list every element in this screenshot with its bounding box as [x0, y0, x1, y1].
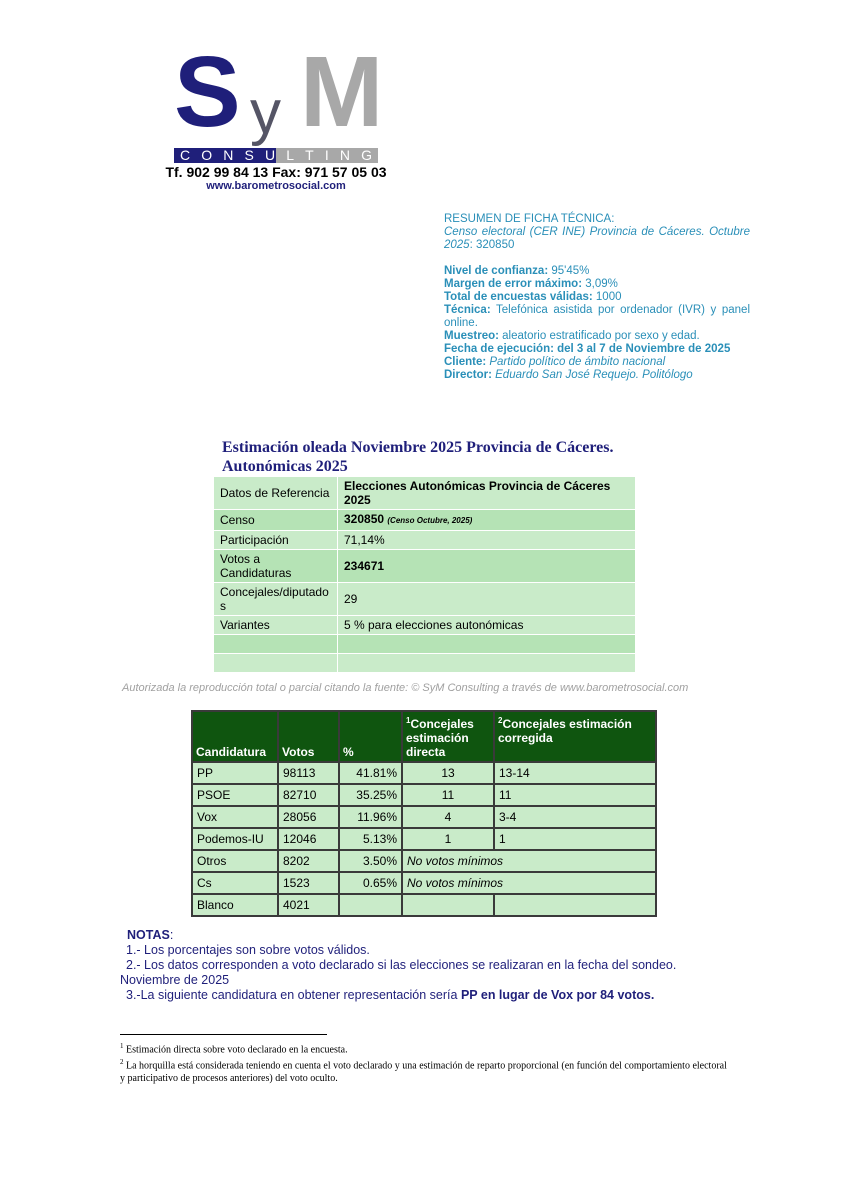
header-concejales-directa	[403, 712, 493, 761]
note-2-continued: Noviembre de 2025	[120, 973, 230, 987]
cell-votos: 98113	[279, 763, 338, 783]
table-row	[214, 477, 636, 510]
director	[444, 369, 750, 382]
cell-votos: 12046	[279, 829, 338, 849]
client	[444, 356, 750, 369]
item-label: Técnica:	[444, 304, 491, 316]
sym-consulting-logo	[160, 36, 400, 198]
reproduction-notice: Autorizada la reproducción total o parcial citando la fuente: © SyM Consulting a través de www.barometrosocial.com	[122, 682, 689, 694]
ref-value	[338, 510, 636, 531]
ref-label: Datos de Referencia	[214, 477, 338, 510]
cell-directa: No votos mínimos	[403, 873, 655, 893]
census-value: : 320850	[469, 239, 515, 251]
logo-consulting-letter: I	[324, 147, 329, 163]
item-label: Fecha de ejecución: del 3 al 7 de Noviembre de 2025	[444, 343, 731, 355]
item-label: Total de encuestas válidas:	[444, 291, 593, 303]
logo-wordmark	[174, 36, 394, 148]
ref-note: (Censo Octubre, 2025)	[387, 516, 473, 525]
ref-value-text: 320850	[344, 512, 385, 526]
cell-candidatura: PP	[193, 763, 277, 783]
logo-consulting-letter: C	[180, 147, 191, 163]
ref-value-text: Elecciones Autonómicas Provincia de Cáceres 2025	[344, 479, 611, 507]
cell-corregida	[495, 895, 655, 915]
logo-letter-m: M	[300, 36, 384, 148]
item-label: Margen de error máximo:	[444, 278, 583, 290]
table-row	[214, 510, 636, 531]
table-row	[193, 785, 655, 805]
cell-corregida: 1	[495, 829, 655, 849]
cell-candidatura: PSOE	[193, 785, 277, 805]
header-pct: %	[340, 712, 401, 761]
cell-votos: 28056	[279, 807, 338, 827]
cell-votos: 82710	[279, 785, 338, 805]
footnote-text: La horquilla está considerada teniendo en cuenta el voto declarado y una estimación de reparto proporcional (en función del comportamiento electoral y participativo de procesos anteriores) del voto oculto.	[120, 1060, 727, 1084]
cell-pct	[340, 895, 401, 915]
cell-directa: 13	[403, 763, 493, 783]
table-row	[214, 635, 636, 654]
table-row	[193, 807, 655, 827]
max-error-margin	[444, 278, 750, 291]
cell-pct: 0.65%	[340, 873, 401, 893]
item-value: Telefónica asistida por ordenador (IVR) y panel online.	[444, 304, 750, 329]
technique	[444, 304, 750, 330]
logo-consulting-letter: N	[339, 147, 350, 163]
cell-pct: 41.81%	[340, 763, 401, 783]
notes-heading-colon: :	[169, 928, 174, 942]
header-text: Concejales estimación corregida	[498, 717, 632, 745]
footnote-number: 2	[120, 1058, 124, 1067]
logo-consulting-letter: L	[286, 147, 295, 163]
cell-candidatura: Vox	[193, 807, 277, 827]
item-value: 95'45%	[548, 265, 590, 277]
cell-directa: 1	[403, 829, 493, 849]
cell-pct: 5.13%	[340, 829, 401, 849]
sampling	[444, 330, 750, 343]
estimation-title-line2: Autonómicas 2025	[222, 458, 348, 475]
footnote-ref-2: 2	[498, 716, 503, 725]
ref-label: Variantes	[214, 616, 338, 635]
cell-votos: 8202	[279, 851, 338, 871]
table-header-row	[193, 712, 655, 761]
cell-directa	[403, 895, 493, 915]
cell-directa: 11	[403, 785, 493, 805]
table-row	[214, 583, 636, 616]
estimation-title-line1: Estimación oleada Noviembre 2025 Provincia de Cáceres.	[222, 439, 614, 456]
ref-value	[338, 550, 636, 583]
table-row	[193, 763, 655, 783]
cell-candidatura: Podemos-IU	[193, 829, 277, 849]
logo-consulting-letter: N	[223, 147, 234, 163]
results-table	[191, 710, 657, 917]
cell-votos: 1523	[279, 873, 338, 893]
table-row	[214, 550, 636, 583]
note-3-emphasis: PP en lugar de Vox por 84 votos.	[460, 988, 655, 1002]
ref-value	[338, 477, 636, 510]
header-candidatura: Candidatura	[193, 712, 277, 761]
census-line	[444, 226, 750, 252]
website-link[interactable]: www.barometrosocial.com	[206, 180, 346, 192]
notes-section	[120, 928, 720, 1003]
ref-label: Votos a Candidaturas	[214, 550, 338, 583]
cell-corregida: 3-4	[495, 807, 655, 827]
notes-heading	[120, 928, 720, 943]
ref-value	[338, 654, 636, 673]
ref-label: Concejales/diputados	[214, 583, 338, 616]
cell-corregida: 11	[495, 785, 655, 805]
item-value: Partido político de ámbito nacional	[486, 356, 666, 368]
logo-consulting-letter: O	[201, 147, 213, 163]
item-value: 1000	[592, 291, 622, 303]
note-1: 1.- Los porcentajes son sobre votos válidos.	[126, 943, 370, 957]
ref-label: Participación	[214, 531, 338, 550]
logo-letter-s: S	[174, 36, 241, 148]
technical-sheet	[444, 213, 750, 382]
notes-heading-text: NOTAS	[127, 928, 170, 942]
item-label: Director:	[444, 369, 492, 381]
header-text: Concejales estimación directa	[406, 717, 474, 759]
table-row	[193, 895, 655, 915]
logo-consulting-text	[174, 146, 378, 164]
census-label: Censo electoral (CER INE) Provincia de Cáceres. Octubre 2025	[444, 226, 750, 251]
note-2: 2.- Los datos corresponden a voto declarado si las elecciones se realizaran en la fecha del sondeo.	[126, 958, 677, 972]
table-row	[193, 873, 655, 893]
item-value: Eduardo San José Requejo. Politólogo	[491, 369, 693, 381]
item-label: Muestreo:	[444, 330, 499, 342]
item-label: Cliente:	[444, 356, 487, 368]
logo-consulting-letter: T	[305, 147, 314, 163]
header-concejales-corregida	[495, 712, 655, 761]
cell-pct: 11.96%	[340, 807, 401, 827]
footnote-1	[120, 1040, 730, 1056]
ref-label	[214, 654, 338, 673]
cell-directa: No votos mínimos	[403, 851, 655, 871]
table-row	[214, 531, 636, 550]
logo-consulting-letter: U	[264, 147, 276, 163]
footnote-2	[120, 1056, 730, 1084]
contact-phone-fax: Tf. 902 99 84 13 Fax: 971 57 05 03	[165, 164, 387, 180]
item-value: 3,09%	[582, 278, 618, 290]
cell-candidatura: Cs	[193, 873, 277, 893]
ref-value: 29	[338, 583, 636, 616]
ref-value-text: 234671	[344, 559, 385, 573]
execution-date	[444, 343, 750, 356]
footnote-number: 1	[120, 1042, 124, 1050]
table-row	[214, 616, 636, 635]
item-value: aleatorio estratificado por sexo y edad.	[498, 330, 700, 342]
ref-value: 5 % para elecciones autonómicas	[338, 616, 636, 635]
confidence-level	[444, 265, 750, 278]
cell-pct: 3.50%	[340, 851, 401, 871]
estimation-title	[222, 438, 662, 476]
cell-votos: 4021	[279, 895, 338, 915]
table-row	[193, 851, 655, 871]
table-row	[214, 654, 636, 673]
cell-directa: 4	[403, 807, 493, 827]
ref-value	[338, 635, 636, 654]
footnotes	[120, 1040, 730, 1085]
note-3	[120, 988, 720, 1003]
cell-candidatura: Otros	[193, 851, 277, 871]
item-label: Nivel de confianza:	[444, 265, 549, 277]
footnote-divider	[120, 1034, 327, 1035]
cell-pct: 35.25%	[340, 785, 401, 805]
technical-sheet-heading: RESUMEN DE FICHA TÉCNICA:	[444, 213, 615, 225]
footnote-ref-1: 1	[406, 716, 411, 725]
ref-label	[214, 635, 338, 654]
table-row	[193, 829, 655, 849]
logo-consulting-letter: S	[244, 147, 254, 163]
header-votos: Votos	[279, 712, 338, 761]
footnote-text: Estimación directa sobre voto declarado en la encuesta.	[123, 1044, 348, 1056]
reference-data-table	[213, 476, 636, 673]
valid-surveys	[444, 291, 750, 304]
note-3-text: 3.-La siguiente candidatura en obtener representación sería	[126, 988, 461, 1002]
cell-corregida: 13-14	[495, 763, 655, 783]
ref-value: 71,14%	[338, 531, 636, 550]
logo-consulting-letter: G	[361, 147, 372, 163]
cell-candidatura: Blanco	[193, 895, 277, 915]
ref-label: Censo	[214, 510, 338, 531]
logo-letter-y: y	[250, 78, 281, 147]
